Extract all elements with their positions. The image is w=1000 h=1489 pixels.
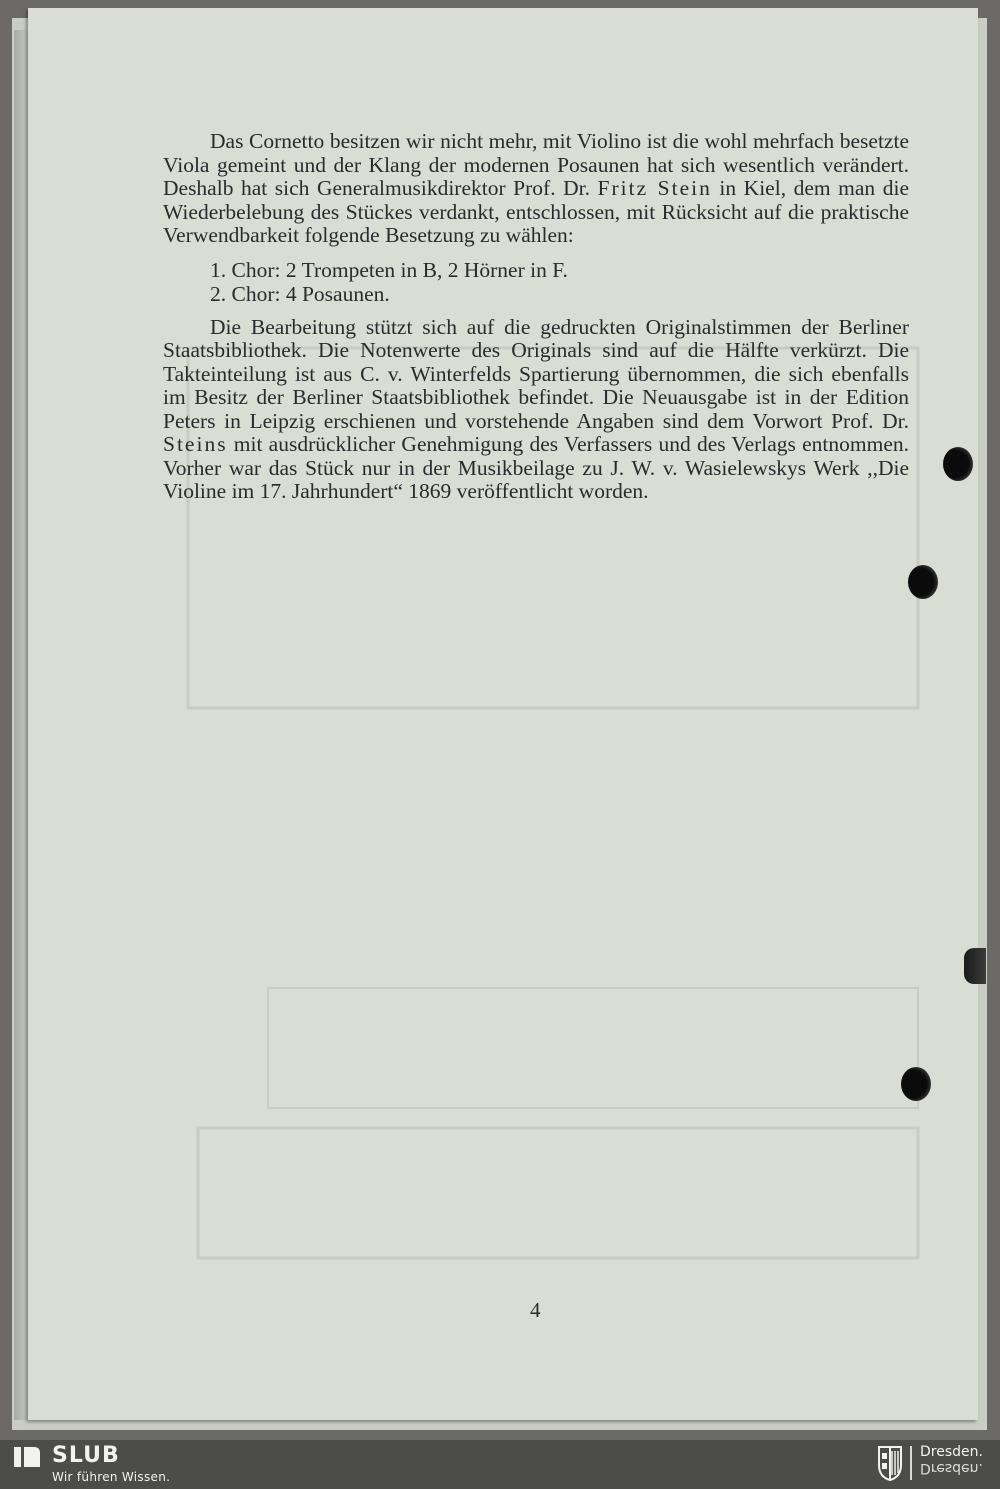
scoring-list xyxy=(210,258,909,306)
city-name: Dresden. xyxy=(920,1444,983,1460)
paragraph-scoring xyxy=(163,130,909,248)
punch-notch xyxy=(964,948,986,984)
punch-hole-3 xyxy=(901,1067,931,1101)
dresden-coat-of-arms-icon xyxy=(877,1445,903,1481)
name-steins: Steins xyxy=(163,432,228,456)
paragraph-edition xyxy=(163,316,909,504)
list-item: 1. Chor: 2 Trompeten in B, 2 Hörner in F. xyxy=(210,257,568,282)
name-fritz-stein: Fritz Stein xyxy=(597,176,712,200)
page-stack-edge xyxy=(14,30,28,1420)
list-item: 2. Chor: 4 Posaunen. xyxy=(210,281,390,306)
slub-logo-icon xyxy=(14,1445,40,1469)
city-name-mirrored: Dresden. xyxy=(920,1460,983,1476)
paragraph-scoring-text-b: in Kiel, dem man die Wiederbelebung des Stückes verdankt, entschlossen, mit Rücksicht auf die praktische Verwendbarkeit folgende Besetzung zu wählen: xyxy=(163,176,909,247)
punch-hole-1 xyxy=(943,447,973,481)
paragraph-edition-text-a: Die Bearbeitung stützt sich auf die gedruckten Originalstimmen der Berliner Staatsbibliothek. Die Notenwerte des Originals sind auf die Hälfte verkürzt. Die Takteinteilung ist aus C. v. Winterfelds Spartierung übernommen, die sich ebenfalls im Besitz der Berliner Staatsbibliothek befindet. Die Neuausgabe ist in der Edition Peters in Leipzig erschienen und vorstehende Angaben sind dem Vorwort Prof. Dr. xyxy=(163,314,909,433)
footer-separator xyxy=(910,1446,912,1480)
paragraph-scoring-text-a: Das Cornetto besitzen wir nicht mehr, mit Violino ist die wohl mehrfach besetzte Viola gemeint und der Klang der modernen Posaunen hat sich wesentlich verändert. Deshalb hat sich Generalmusikdirektor Prof. Dr. xyxy=(163,129,909,200)
viewer-footer-bar xyxy=(0,1440,1000,1489)
page-number: 4 xyxy=(530,1298,541,1322)
body-text xyxy=(163,130,909,504)
paragraph-edition-text-b: mit ausdrücklicher Genehmigung des Verfassers und des Verlags entnommen. Vorher war das Stück nur in der Musikbeilage zu J. W. v. Wasielewskys Werk ,,Die Violine im 17. Jahrhundert“ 1869 veröffentlicht worden. xyxy=(163,432,909,503)
punch-hole-2 xyxy=(908,565,938,599)
library-name: SLUB xyxy=(52,1443,120,1468)
library-claim: Wir führen Wissen. xyxy=(52,1470,171,1484)
